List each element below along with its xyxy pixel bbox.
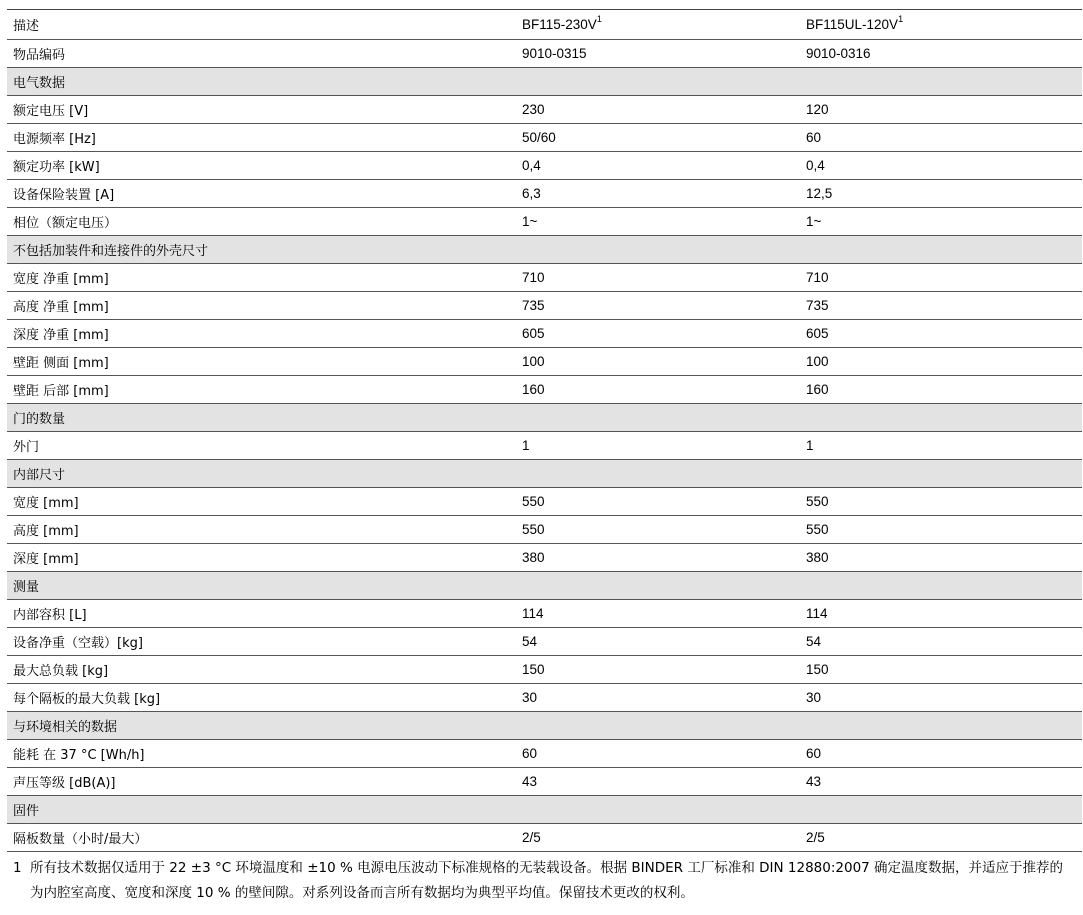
value-bf115-230v: 2/5 [522,830,541,845]
value-bf115-230v: 50/60 [522,130,556,145]
value-bf115-230v: 0,4 [522,158,541,173]
section-header-row [7,796,1082,824]
table-row [7,96,1082,124]
section-title: 内部尺寸 [13,468,66,483]
table-row [7,600,1082,628]
row-label: 壁距 后部 [mm] [13,384,109,399]
header-model-bf115ul-120v: $BF115UL-120V^1$ [806,14,904,32]
row-label: 设备保险装置 [A] [13,188,115,203]
table-row [7,264,1082,292]
value-bf115ul-120v: 9010-0316 [806,46,871,61]
value-bf115ul-120v: 120 [806,102,829,117]
table-row [7,124,1082,152]
value-bf115-230v: 150 [522,662,545,677]
row-label: 额定功率 [kW] [13,160,100,175]
value-bf115ul-120v: 710 [806,270,829,285]
footnote-number: 1 [13,860,22,876]
section-header-row [7,404,1082,432]
value-bf115ul-120v: 0,4 [806,158,825,173]
value-bf115-230v: 550 [522,522,545,537]
row-label: 高度 净重 [mm] [13,300,109,315]
header-description: 描述 [13,19,40,34]
table-row [7,376,1082,404]
value-bf115-230v: 1 [522,438,530,453]
value-bf115ul-120v: 1~ [806,214,822,229]
row-label: 壁距 侧面 [mm] [13,356,109,371]
table-header-row [7,9,1082,40]
value-bf115-230v: 160 [522,382,545,397]
section-header-row [7,68,1082,96]
value-bf115ul-120v: 735 [806,298,829,313]
table-row [7,432,1082,460]
section-header-row [7,572,1082,600]
value-bf115ul-120v: 114 [806,606,828,621]
table-row [7,740,1082,768]
table-row [7,544,1082,572]
table-row [7,180,1082,208]
value-bf115ul-120v: 1 [806,438,814,453]
footnote-ref: 1 [898,14,904,24]
row-label: 物品编码 [13,48,66,63]
row-label: 宽度 [mm] [13,496,79,511]
spec-table [7,9,1082,852]
table-row [7,488,1082,516]
row-label: 高度 [mm] [13,524,79,539]
value-bf115-230v: 43 [522,774,538,789]
table-row [7,684,1082,712]
table-row [7,628,1082,656]
row-label: 深度 净重 [mm] [13,328,109,343]
row-label: 内部容积 [L] [13,608,87,623]
table-row [7,208,1082,236]
value-bf115ul-120v: 150 [806,662,829,677]
footnote-text: 所有技术数据仅适用于 22 ±3 °C 环境温度和 ±10 % 电源电压波动下标准规格的无装载设备。根据 BINDER 工厂标准和 DIN 12880:2007 确定温度数据，并适应于推荐的为内腔室高度、宽度和深度 10 % 的壁间隙。对系列设备而言所有数据均为典型平均值。保留技术更改的权利。 [30,860,1064,901]
value-bf115ul-120v: 550 [806,494,829,509]
row-label: 设备净重（空载）[kg] [13,636,143,651]
row-label: 每个隔板的最大负载 [kg] [13,692,161,707]
table-row [7,656,1082,684]
value-bf115ul-120v: 605 [806,326,829,341]
value-bf115ul-120v: 30 [806,690,822,705]
value-bf115-230v: 114 [522,606,544,621]
row-label: 额定电压 [V] [13,104,89,119]
row-label: 最大总负载 [kg] [13,664,109,679]
value-bf115ul-120v: 54 [806,634,822,649]
value-bf115ul-120v: 160 [806,382,829,397]
row-label: 相位（额定电压） [13,216,118,231]
value-bf115-230v: 550 [522,494,545,509]
section-title: 固件 [13,804,40,819]
value-bf115-230v: 54 [522,634,538,649]
value-bf115ul-120v: 2/5 [806,830,825,845]
value-bf115-230v: 710 [522,270,545,285]
section-header-row [7,236,1082,264]
value-bf115ul-120v: 550 [806,522,829,537]
row-label: 宽度 净重 [mm] [13,272,109,287]
value-bf115ul-120v: 60 [806,746,822,761]
value-bf115ul-120v: 12,5 [806,186,833,201]
value-bf115-230v: 30 [522,690,538,705]
value-bf115-230v: 605 [522,326,545,341]
row-label: 深度 [mm] [13,552,79,567]
value-bf115-230v: 9010-0315 [522,46,587,61]
section-header-row [7,460,1082,488]
header-model-bf115-230v: $BF115-230V^1$ [522,14,602,32]
row-label: 声压等级 [dB(A)] [13,776,116,791]
value-bf115-230v: 100 [522,354,545,369]
value-bf115-230v: 1~ [522,214,538,229]
value-bf115-230v: 60 [522,746,538,761]
section-title: 不包括加装件和连接件的外壳尺寸 [13,244,209,259]
table-row [7,824,1082,852]
value-bf115ul-120v: 380 [806,550,829,565]
row-label: 隔板数量（小时/最大） [13,832,148,847]
section-title: 电气数据 [13,76,66,91]
section-title: 门的数量 [13,412,66,427]
table-row [7,516,1082,544]
table-row [7,768,1082,796]
value-bf115-230v: 230 [522,102,545,117]
table-body [7,40,1082,852]
value-bf115-230v: 735 [522,298,545,313]
table-row [7,320,1082,348]
value-bf115ul-120v: 100 [806,354,829,369]
value-bf115ul-120v: 43 [806,774,822,789]
value-bf115-230v: 380 [522,550,545,565]
table-row [7,348,1082,376]
row-label: 外门 [13,440,40,455]
row-label: 电源频率 [Hz] [13,132,96,147]
table-row [7,40,1082,68]
section-title: 测量 [13,580,40,595]
value-bf115ul-120v: 60 [806,130,822,145]
footnote [13,856,1075,906]
footnote-ref: 1 [596,14,602,24]
section-title: 与环境相关的数据 [13,720,118,735]
table-row [7,152,1082,180]
section-header-row [7,712,1082,740]
value-bf115-230v: 6,3 [522,186,541,201]
table-row [7,292,1082,320]
row-label: 能耗 在 37 °C [Wh/h] [13,748,145,763]
